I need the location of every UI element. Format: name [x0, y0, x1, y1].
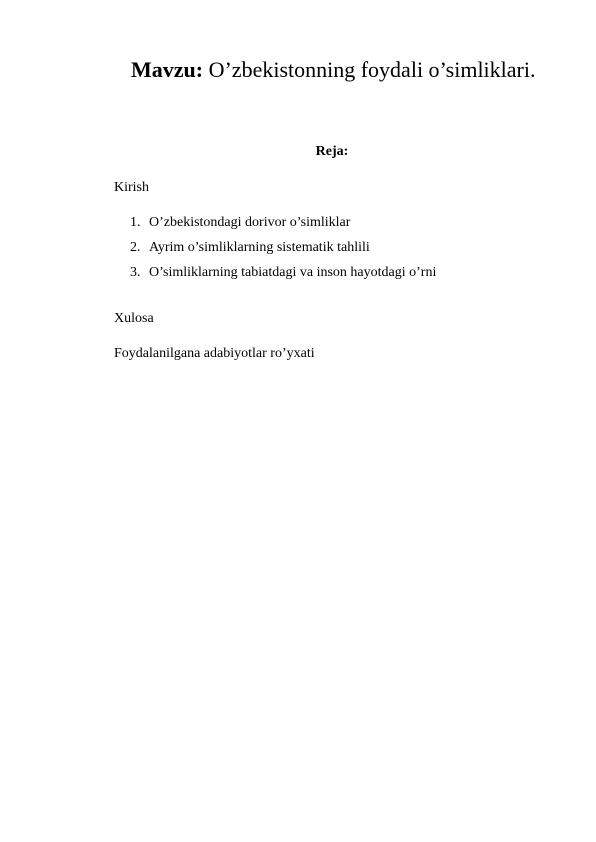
title-text: O’zbekistonning foydali o’simliklari. — [203, 57, 536, 82]
list-item — [130, 214, 436, 239]
list-item-number: 1. — [130, 215, 141, 230]
list-item-text: Ayrim o’simliklarning sistematik tahlili — [149, 240, 370, 255]
list-item — [130, 264, 436, 289]
references-line: Foydalanilgana adabiyotlar ro’yxati — [114, 346, 315, 361]
intro-line: Kirish — [114, 180, 149, 195]
plan-heading: Reja: — [315, 144, 349, 159]
list-item-number: 3. — [130, 265, 141, 280]
conclusion-line: Xulosa — [114, 311, 154, 326]
title-label: Mavzu: — [131, 57, 204, 82]
document-title — [131, 57, 536, 83]
list-item — [130, 239, 436, 264]
list-item-text: O’zbekistondagi dorivor o’simliklar — [149, 215, 351, 230]
list-item-text: O’simliklarning tabiatdagi va inson hayotdagi o’rni — [149, 265, 437, 280]
list-item-number: 2. — [130, 240, 141, 255]
plan-list — [130, 214, 436, 289]
